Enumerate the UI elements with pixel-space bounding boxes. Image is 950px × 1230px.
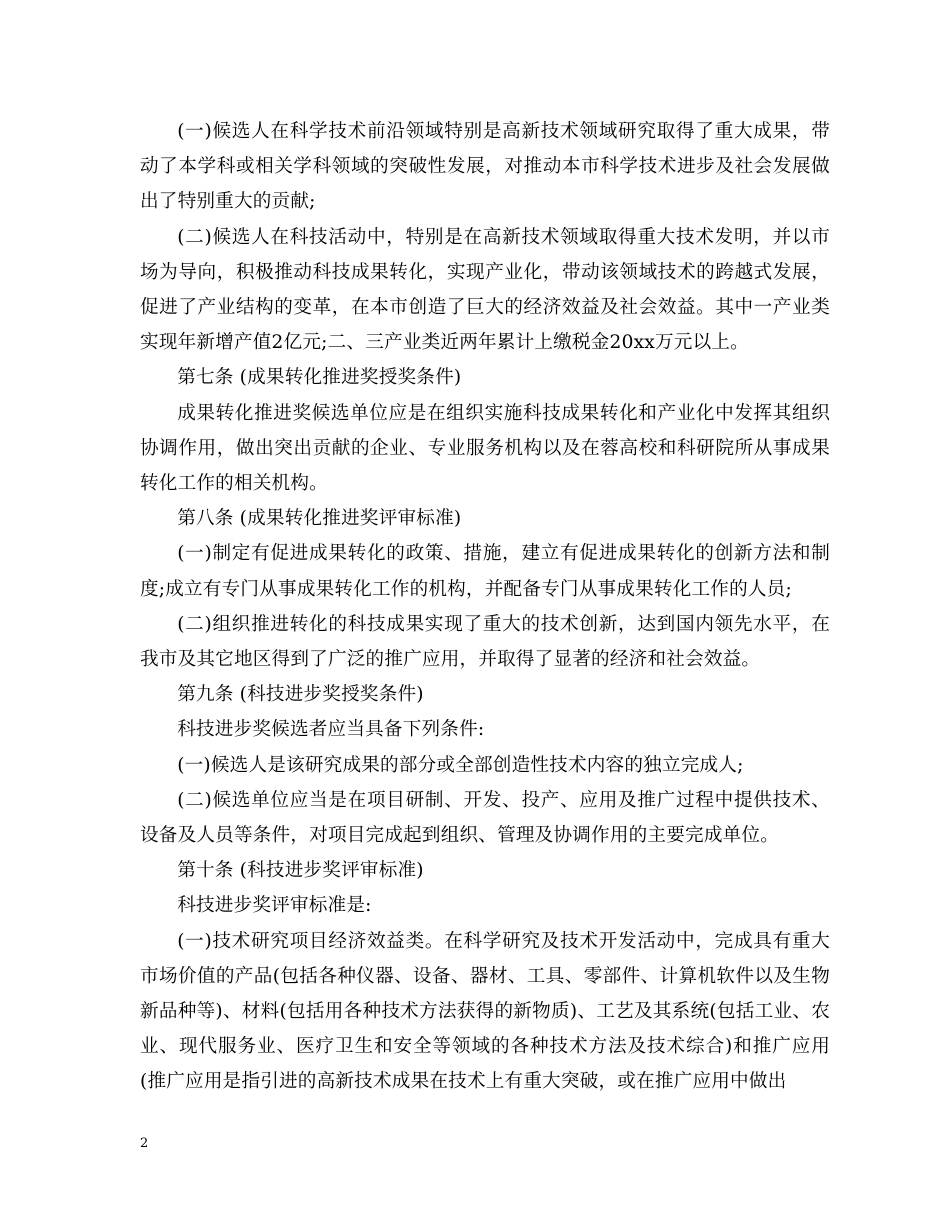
- paragraph-13: 科技进步奖评审标准是:: [177, 895, 372, 917]
- article-7-heading: 第七条 (成果转化推进奖授奖条件): [177, 367, 462, 389]
- paragraph-1: (一)候选人在科学技术前沿领域特别是高新技术领域研究取得了重大成果，带动了本学科或相关学科领域的突破性发展，对推动本市科学技术进步及社会发展做出了特别重大的贡献;: [140, 121, 830, 213]
- paragraph-7: (二)组织推进转化的科技成果实现了重大的技术创新，达到国内领先水平，在我市及其它地区得到了广泛的推广应用，并取得了显著的经济和社会效益。: [140, 613, 830, 671]
- document-body: [140, 114, 830, 1100]
- paragraph-4: 成果转化推进奖候选单位应是在组织实施科技成果转化和产业化中发挥其组织协调作用，做出突出贡献的企业、专业服务机构以及在蓉高校和科研院所从事成果转化工作的相关机构。: [140, 402, 830, 495]
- page-number: 2: [140, 1136, 149, 1151]
- paragraph-9: 科技进步奖候选者应当具备下列条件:: [177, 719, 485, 741]
- paragraph-2: (二)候选人在科技活动中，特别是在高新技术领域取得重大技术发明，并以市场为导向，积极推动科技成果转化，实现产业化，带动该领域技术的跨越式发展，促进了产业结构的变革，在本市创造了巨大的经济效益及社会效益。其中一产业类实现年新增产值2亿元;二、三产业类近两年累计上缴税金20xx万元以上。: [140, 226, 830, 354]
- paragraph-6: (一)制定有促进成果转化的政策、措施，建立有促进成果转化的创新方法和制度;成立有专门从事成果转化工作的机构，并配备专门从事成果转化工作的人员;: [140, 543, 830, 600]
- article-9-heading: 第九条 (科技进步奖授奖条件): [177, 684, 424, 706]
- article-10-heading: 第十条 (科技进步奖评审标准): [177, 860, 424, 882]
- paragraph-14: (一)技术研究项目经济效益类。在科学研究及技术开发活动中，完成具有重大市场价值的产品(包括各种仪器、设备、器材、工具、零部件、计算机软件以及生物新品种等)、材料(包括用各种技术方法获得的新物质)、工艺及其系统(包括工业、农业、现代服务业、医疗卫生和安全等领域的各种技术方法及技术综合)和推广应用(推广应用是指引进的高新技术成果在技术上有重大突破，或在推广应用中做出: [140, 930, 830, 1093]
- paragraph-10: (一)候选人是该研究成果的部分或全部创造性技术内容的独立完成人;: [177, 754, 744, 776]
- article-8-heading: 第八条 (成果转化推进奖评审标准): [177, 508, 462, 530]
- paragraph-11: (二)候选单位应当是在项目研制、开发、投产、应用及推广过程中提供技术、设备及人员等条件，对项目完成起到组织、管理及协调作用的主要完成单位。: [140, 789, 830, 847]
